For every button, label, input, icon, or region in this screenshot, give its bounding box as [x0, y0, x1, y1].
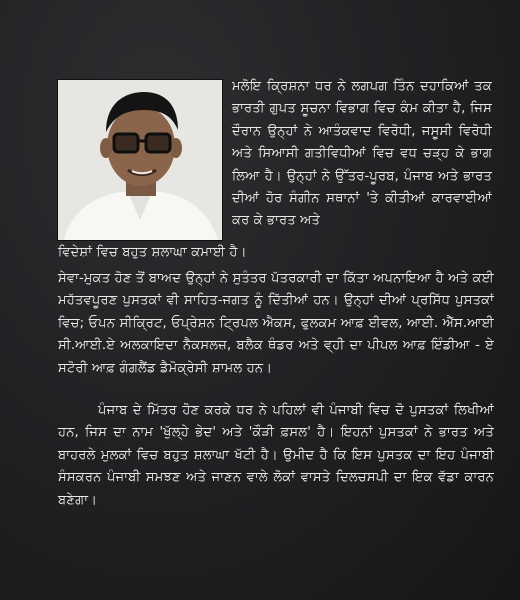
author-photo: [58, 80, 222, 240]
author-bio-paragraph: ਮਲੋਇ ਕ੍ਰਿਸ਼ਨਾ ਧਰ ਨੇ ਲਗਪਗ ਤਿੰਨ ਦਹਾਕਿਆਂ ਤਕ ਭਾਰਤੀ ਗੁਪਤ ਸੂਚਨਾ ਵਿਭਾਗ ਵਿਚ ਕੰਮ ਕੀਤਾ ਹੈ, ਜਿਸ ਦੌਰਾਨ ਉਨ੍ਹਾਂ ਨੇ ਆਤੰਕਵਾਦ ਵਿਰੋਧੀ, ਜਸੂਸੀ ਵਿਰੋਧੀ ਅਤੇ ਸਿਆਸੀ ਗਤੀਵਿਧੀਆਂ ਵਿਚ ਵਧ ਚੜ੍ਹ ਕੇ ਭਾਗ ਲਿਆ ਹੈ। ਉਨ੍ਹਾਂ ਨੇ ਉੱਤਰ-ਪੂਰਬ, ਪੰਜਾਬ ਅਤੇ ਭਾਰਤ ਦੀਆਂ ਹੋਰ ਸੰਗੀਨ ਸਥਾਨਾਂ 'ਤੇ ਕੀਤੀਆਂ ਕਾਰਵਾਈਆਂ ਕਰ ਕੇ ਭਾਰਤ ਅਤੇ: [232, 79, 492, 229]
author-works-paragraph: ਸੇਵਾ-ਮੁਕਤ ਹੋਣ ਤੋਂ ਬਾਅਦ ਉਨ੍ਹਾਂ ਨੇ ਸੁਤੰਤਰ ਪੱਤਰਕਾਰੀ ਦਾ ਕਿੱਤਾ ਅਪਨਾਇਆ ਹੈ ਅਤੇ ਕਈ ਮਹੱਤਵਪੂਰਣ ਪੁਸਤਕਾਂ ਵੀ ਸਾਹਿਤ-ਜਗਤ ਨੂੰ ਦਿੱਤੀਆਂ ਹਨ। ਉਨ੍ਹਾਂ ਦੀਆਂ ਪ੍ਰਸਿੱਧ ਪੁਸਤਕਾਂ ਵਿਚ; ਓਪਨ ਸੀਕ੍ਰਿਟ, ਓਪ੍ਰੇਸ਼ਨ ਟ੍ਰਿਪਲ ਐਕਸ, ਫੁਲਕਮ ਆਫ਼ ਈਵਲ, ਆਈ. ਐੱਸ.ਆਈ ਸੀ.ਆਈ.ਏ ਅਲਕਾਇਦਾ ਨੈਕਸਲਜ਼, ਬਲੈਕ ਥੰਡਰ ਅਤੇ ਵ੍ਹੀ ਦਾ ਪੀਪਲ ਆਫ਼ ਇੰਡੀਆ - ਏ ਸਟੋਰੀ ਆਫ਼ ਗੰਗਲੈਂਡ ਡੈਮੋਕ੍ਰੇਸੀ ਸ਼ਾਮਲ ਹਨ।: [58, 271, 494, 376]
punjabi-edition-paragraph: ਪੰਜਾਬ ਦੇ ਮਿੱਤਰ ਹੋਣ ਕਰਕੇ ਧਰ ਨੇ ਪਹਿਲਾਂ ਵੀ ਪੰਜਾਬੀ ਵਿਚ ਦੋ ਪੁਸਤਕਾਂ ਲਿਖੀਆਂ ਹਨ, ਜਿਸ ਦਾ ਨਾਮ 'ਖੁੱਲ੍ਹੇ ਭੇਦ' ਅਤੇ 'ਕੌੜੀ ਫ਼ਸਲ' ਹੈ। ਇਹਨਾਂ ਪੁਸਤਕਾਂ ਨੇ ਭਾਰਤ ਅਤੇ ਬਾਹਰਲੇ ਮੁਲਕਾਂ ਵਿਚ ਬਹੁਤ ਸ਼ਲਾਘਾ ਖੱਟੀ ਹੈ। ਉਮੀਦ ਹੈ ਕਿ ਇਸ ਪੁਸਤਕ ਦਾ ਇਹ ਪੰਜਾਬੀ ਸੰਸਕਰਨ ਪੰਜਾਬੀ ਸਮਝਣ ਅਤੇ ਜਾਣਨ ਵਾਲੇ ਲੋਕਾਂ ਵਾਸਤੇ ਦਿਲਚਸਪੀ ਦਾ ਇਕ ਵੱਡਾ ਕਾਰਨ ਬਣੇਗਾ।: [58, 403, 494, 508]
author-bio-continuation: ਵਿਦੇਸ਼ਾਂ ਵਿਚ ਬਹੁਤ ਸ਼ਲਾਘਾ ਕਮਾਈ ਹੈ।: [58, 245, 247, 260]
author-portrait-image: [58, 80, 222, 240]
